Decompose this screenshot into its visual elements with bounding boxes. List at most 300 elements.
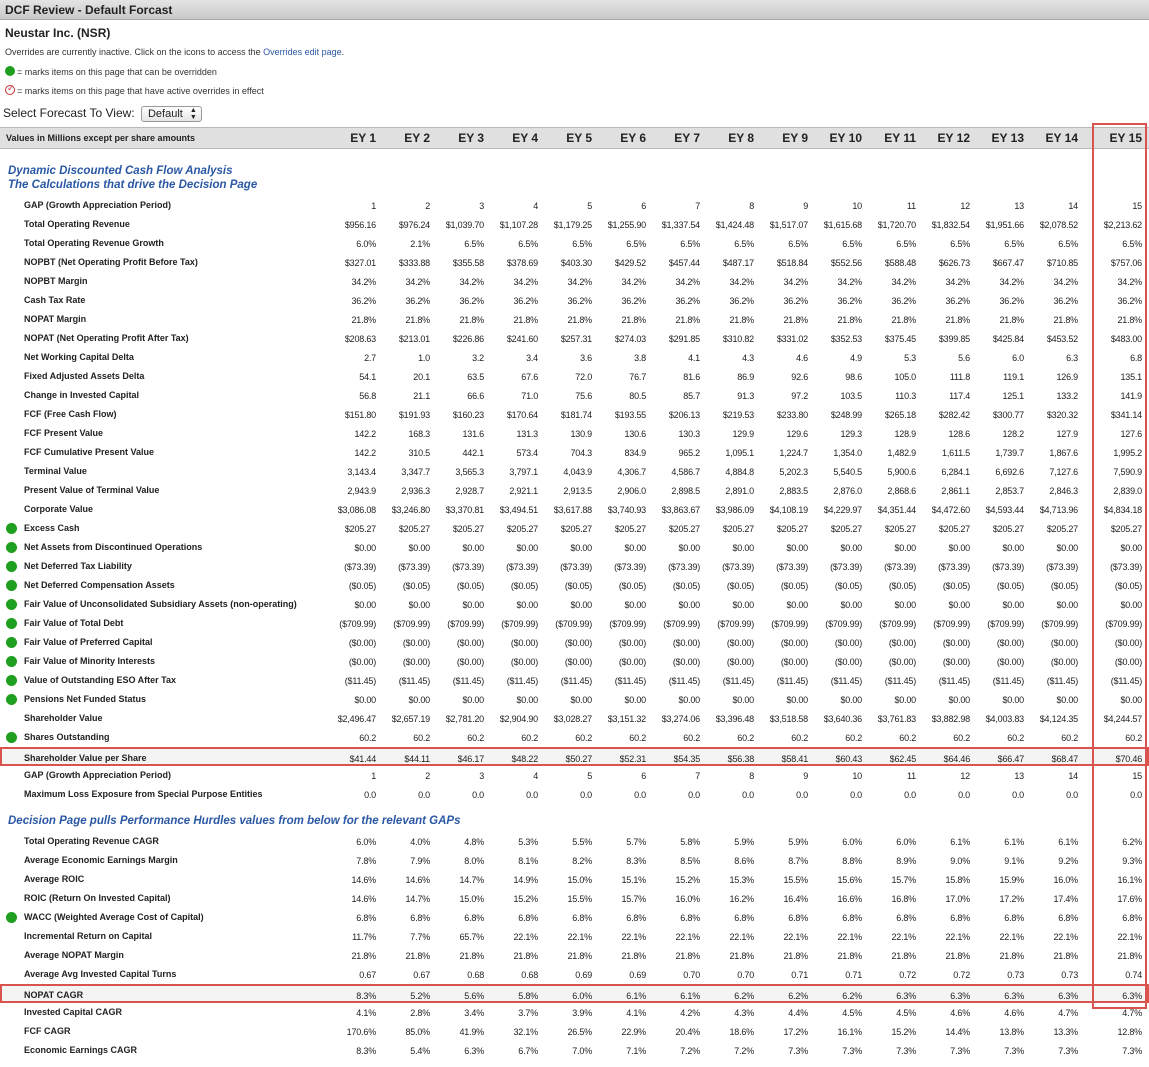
table-cell: 3 [479, 771, 484, 781]
table-cell: $205.27 [344, 524, 376, 534]
table-cell: 5.3% [518, 837, 538, 847]
row-label: Net Working Capital Delta [24, 352, 134, 362]
table-cell: 8 [749, 771, 754, 781]
table-cell: ($73.39) [1046, 562, 1078, 572]
row-label: Average NOPAT Margin [24, 950, 124, 960]
table-cell: 34.2% [729, 277, 754, 287]
table-cell: 0.0 [742, 790, 754, 800]
table-cell: 6.5% [464, 239, 484, 249]
table-cell: $425.84 [992, 334, 1024, 344]
table-cell: 6.5% [1004, 239, 1024, 249]
select-arrows-icon: ▲ ▼ [189, 107, 197, 121]
table-cell: 0.69 [575, 970, 592, 980]
table-cell: $4,244.57 [1103, 714, 1142, 724]
table-cell: 34.2% [459, 277, 484, 287]
table-cell: 2,936.3 [401, 486, 430, 496]
table-cell: 4.5% [842, 1008, 862, 1018]
column-header: EY 12 [937, 131, 970, 145]
table-cell: 6.8% [1122, 913, 1142, 923]
table-cell: 6.3% [1058, 991, 1078, 1001]
table-cell: 36.2% [1117, 296, 1142, 306]
table-cell: 20.4% [675, 1027, 700, 1037]
table-cell: $205.27 [830, 524, 862, 534]
table-cell: $1,832.54 [931, 220, 970, 230]
table-cell: 75.6 [575, 391, 592, 401]
table-cell: 111.8 [949, 372, 970, 382]
table-cell: 3.7% [518, 1008, 538, 1018]
table-cell: $3,151.32 [607, 714, 646, 724]
table-cell: 12 [960, 771, 970, 781]
table-row [0, 671, 1149, 690]
table-cell: ($709.99) [987, 619, 1024, 629]
table-cell: 26.5% [567, 1027, 592, 1037]
table-row [0, 443, 1149, 462]
table-cell: 4.9 [850, 353, 862, 363]
table-cell: 7.3% [1004, 1046, 1024, 1056]
override-dot-icon[interactable] [6, 656, 17, 667]
table-cell: 22.1% [891, 932, 916, 942]
table-cell: 6.5% [680, 239, 700, 249]
table-cell: $355.58 [452, 258, 484, 268]
table-cell: ($0.05) [888, 581, 916, 591]
section-title-dcf: Dynamic Discounted Cash Flow Analysis [8, 165, 233, 177]
column-header: EY 1 [350, 131, 376, 145]
override-dot-icon[interactable] [6, 580, 17, 591]
table-cell: 21.8% [405, 951, 430, 961]
table-cell: 6.5% [950, 239, 970, 249]
table-cell: $626.73 [938, 258, 970, 268]
table-cell: 3.2 [472, 353, 484, 363]
table-cell: 0.0 [1066, 790, 1078, 800]
table-cell: $2,781.20 [445, 714, 484, 724]
table-cell: $151.80 [344, 410, 376, 420]
table-cell: 21.8% [567, 951, 592, 961]
table-cell: $710.85 [1046, 258, 1078, 268]
override-dot-icon[interactable] [6, 599, 17, 610]
table-cell: $341.14 [1110, 410, 1142, 420]
forecast-select[interactable] [141, 106, 202, 122]
table-cell: 21.8% [351, 315, 376, 325]
table-cell: 21.8% [351, 951, 376, 961]
table-cell: 0.0 [958, 790, 970, 800]
table-cell: $0.00 [732, 543, 754, 553]
table-cell: 60.2 [899, 733, 916, 743]
table-cell: 2,913.5 [563, 486, 592, 496]
table-cell: 22.1% [945, 932, 970, 942]
table-cell: $205.27 [776, 524, 808, 534]
table-cell: $0.00 [1056, 543, 1078, 553]
table-cell: 126.9 [1056, 372, 1078, 382]
table-cell: 6.8 [1130, 353, 1142, 363]
column-header: EY 14 [1045, 131, 1078, 145]
override-dot-icon[interactable] [6, 912, 17, 923]
table-row [0, 1041, 1149, 1060]
table-cell: 5.8% [518, 991, 538, 1001]
table-cell: ($0.00) [348, 638, 376, 648]
table-cell: $1,424.48 [715, 220, 754, 230]
table-cell: $331.02 [776, 334, 808, 344]
overrides-note [5, 47, 344, 57]
table-cell: $248.99 [830, 410, 862, 420]
table-cell: $0.00 [948, 695, 970, 705]
table-cell: 56.8 [359, 391, 376, 401]
override-dot-icon[interactable] [6, 732, 17, 743]
table-cell: 1,482.9 [887, 448, 916, 458]
row-label: Pensions Net Funded Status [24, 694, 147, 704]
table-cell: $0.00 [732, 600, 754, 610]
table-cell: 41.9% [459, 1027, 484, 1037]
table-cell: 21.8% [1053, 951, 1078, 961]
table-cell: ($11.45) [1046, 676, 1078, 686]
override-dot-icon[interactable] [6, 675, 17, 686]
table-cell: $4,834.18 [1103, 505, 1142, 515]
table-cell: $378.69 [506, 258, 538, 268]
table-cell: 15 [1132, 771, 1142, 781]
table-cell: 6.8% [734, 913, 754, 923]
row-label: Shares Outstanding [24, 732, 110, 742]
table-cell: 15.0% [459, 894, 484, 904]
column-header: EY 15 [1109, 131, 1142, 145]
table-cell: 4.6% [950, 1008, 970, 1018]
table-row [0, 367, 1149, 386]
table-cell: 6 [641, 201, 646, 211]
table-cell: $205.27 [938, 524, 970, 534]
table-cell: 135.1 [1120, 372, 1142, 382]
table-cell: 21.8% [945, 951, 970, 961]
table-cell: $0.00 [354, 543, 376, 553]
column-header: EY 8 [728, 131, 754, 145]
table-cell: 0.0 [472, 790, 484, 800]
table-cell: 4.7% [1122, 1008, 1142, 1018]
table-cell: $205.27 [506, 524, 538, 534]
table-cell: 6,692.6 [995, 467, 1024, 477]
table-cell: ($709.99) [339, 619, 376, 629]
table-cell: ($0.05) [510, 581, 538, 591]
table-cell: 7,590.9 [1113, 467, 1142, 477]
table-cell: 22.1% [729, 932, 754, 942]
table-cell: ($709.99) [663, 619, 700, 629]
table-cell: 15.2% [891, 1027, 916, 1037]
table-cell: 6.8% [464, 913, 484, 923]
override-dot-icon[interactable] [6, 523, 17, 534]
table-cell: 4 [533, 201, 538, 211]
table-cell: ($0.00) [996, 638, 1024, 648]
table-cell: 12 [960, 201, 970, 211]
table-cell: 0.70 [683, 970, 700, 980]
table-cell: $205.27 [668, 524, 700, 534]
table-cell: ($11.45) [452, 676, 484, 686]
table-cell: 14 [1068, 771, 1078, 781]
table-cell: ($73.39) [560, 562, 592, 572]
table-cell: ($0.00) [510, 657, 538, 667]
table-cell: $0.00 [624, 600, 646, 610]
table-row [0, 595, 1149, 614]
table-cell: ($73.39) [1110, 562, 1142, 572]
overrides-text: Overrides are currently inactive. Click on the icons to access the [5, 47, 264, 57]
override-dot-icon[interactable] [6, 618, 17, 629]
table-cell: 36.2% [729, 296, 754, 306]
table-cell: $4,713.96 [1039, 505, 1078, 515]
table-cell: $4,593.44 [985, 505, 1024, 515]
table-cell: 21.8% [675, 951, 700, 961]
table-cell: 14.7% [405, 894, 430, 904]
row-label: Average ROIC [24, 874, 85, 884]
table-cell: 7 [695, 201, 700, 211]
table-cell: $453.52 [1046, 334, 1078, 344]
table-cell: $0.00 [786, 600, 808, 610]
table-cell: 4.2% [680, 1008, 700, 1018]
table-cell: 442.1 [462, 448, 484, 458]
table-cell: 6.8% [950, 913, 970, 923]
row-label: Fair Value of Minority Interests [24, 656, 156, 666]
row-label: Fair Value of Preferred Capital [24, 637, 153, 647]
table-cell: $552.56 [830, 258, 862, 268]
table-cell: $282.42 [938, 410, 970, 420]
table-cell: 2,921.1 [509, 486, 538, 496]
table-cell: 22.1% [1053, 932, 1078, 942]
table-cell: ($0.05) [1050, 581, 1078, 591]
table-cell: $68.47 [1051, 754, 1078, 764]
table-cell: 13 [1014, 201, 1024, 211]
table-cell: 9.2% [1058, 856, 1078, 866]
table-cell: 2,853.7 [995, 486, 1024, 496]
table-cell: 22.1% [675, 932, 700, 942]
row-label: FCF CAGR [24, 1026, 71, 1036]
table-cell: ($0.00) [564, 638, 592, 648]
table-cell: 34.2% [567, 277, 592, 287]
table-cell: 7.3% [842, 1046, 862, 1056]
table-row [0, 785, 1149, 804]
table-cell: 34.2% [891, 277, 916, 287]
table-cell: 3.6 [580, 353, 592, 363]
row-label: Fixed Adjusted Assets Delta [24, 371, 145, 381]
override-dot-icon[interactable] [6, 694, 17, 705]
table-row [0, 196, 1149, 215]
table-cell: ($0.00) [888, 657, 916, 667]
table-cell: $60.43 [835, 754, 862, 764]
table-cell: $3,518.58 [769, 714, 808, 724]
table-cell: $4,003.83 [985, 714, 1024, 724]
table-cell: ($0.00) [402, 638, 430, 648]
table-cell: $667.47 [992, 258, 1024, 268]
table-cell: 6.1% [1004, 837, 1024, 847]
table-cell: 15.0% [567, 875, 592, 885]
table-cell: 0.69 [629, 970, 646, 980]
table-cell: $310.82 [722, 334, 754, 344]
table-cell: 21.8% [891, 315, 916, 325]
table-row [0, 652, 1149, 671]
table-cell: 128.6 [948, 429, 970, 439]
table-cell: 8.1% [518, 856, 538, 866]
row-label: Fair Value of Unconsolidated Subsidiary Assets (non-operating) [24, 599, 297, 609]
table-row [0, 690, 1149, 709]
table-cell: 127.9 [1056, 429, 1078, 439]
table-cell: 130.3 [678, 429, 700, 439]
override-dot-icon[interactable] [6, 542, 17, 553]
table-cell: ($73.39) [776, 562, 808, 572]
table-cell: ($11.45) [398, 676, 430, 686]
table-cell: $0.00 [1002, 695, 1024, 705]
table-cell: ($0.05) [456, 581, 484, 591]
table-cell: 130.9 [570, 429, 592, 439]
table-cell: ($0.05) [402, 581, 430, 591]
table-cell: ($0.00) [618, 657, 646, 667]
table-cell: $3,640.36 [823, 714, 862, 724]
table-cell: 67.6 [521, 372, 538, 382]
green-legend-text: = marks items on this page that can be overridden [17, 67, 217, 77]
row-label: Shareholder Value per Share [24, 753, 147, 763]
table-cell: ($709.99) [501, 619, 538, 629]
forecast-select-value: Default [147, 108, 183, 120]
table-cell: 0.0 [418, 790, 430, 800]
table-cell: 60.2 [1061, 733, 1078, 743]
table-cell: 0.73 [1007, 970, 1024, 980]
table-cell: 6.5% [572, 239, 592, 249]
table-cell: 76.7 [629, 372, 646, 382]
row-label: WACC (Weighted Average Cost of Capital) [24, 912, 204, 922]
table-cell: $0.00 [516, 695, 538, 705]
table-cell: $0.00 [894, 695, 916, 705]
table-cell: 54.1 [359, 372, 376, 382]
table-cell: 8.5% [680, 856, 700, 866]
table-cell: 6.1% [950, 837, 970, 847]
forecast-selector [3, 106, 202, 122]
table-cell: $588.48 [884, 258, 916, 268]
table-cell: 60.2 [521, 733, 538, 743]
table-cell: 6.5% [1058, 239, 1078, 249]
table-cell: $0.00 [462, 543, 484, 553]
override-dot-icon[interactable] [6, 561, 17, 572]
table-cell: 4,043.9 [563, 467, 592, 477]
table-cell: $233.80 [776, 410, 808, 420]
column-header: EY 6 [620, 131, 646, 145]
table-cell: 15.5% [567, 894, 592, 904]
table-cell: $0.00 [678, 600, 700, 610]
table-row [0, 1022, 1149, 1041]
table-cell: $4,351.44 [877, 505, 916, 515]
table-cell: 0.71 [845, 970, 862, 980]
table-cell: 9.0% [950, 856, 970, 866]
table-cell: $3,086.08 [337, 505, 376, 515]
row-label: NOPBT (Net Operating Profit Before Tax) [24, 257, 198, 267]
table-cell: 16.1% [1117, 875, 1142, 885]
table-cell: 6.0% [572, 991, 592, 1001]
table-cell: 2,891.0 [725, 486, 754, 496]
table-cell: 5.6 [958, 353, 970, 363]
row-label: Economic Earnings CAGR [24, 1045, 138, 1055]
column-header: EY 5 [566, 131, 592, 145]
table-cell: 5.2% [410, 991, 430, 1001]
table-cell: ($73.39) [992, 562, 1024, 572]
table-cell: 32.1% [513, 1027, 538, 1037]
table-row [0, 832, 1149, 851]
table-cell: 0.74 [1125, 970, 1142, 980]
table-cell: 704.3 [570, 448, 592, 458]
table-cell: 1,739.7 [995, 448, 1024, 458]
table-cell: 6.2% [788, 991, 808, 1001]
table-cell: $58.41 [781, 754, 808, 764]
table-cell: 21.8% [1117, 315, 1142, 325]
table-cell: ($0.00) [996, 657, 1024, 667]
table-cell: 80.5 [629, 391, 646, 401]
table-cell: 21.8% [837, 315, 862, 325]
table-cell: 5.6% [464, 991, 484, 1001]
table-cell: 0.71 [791, 970, 808, 980]
table-row [0, 633, 1149, 652]
table-cell: 6.5% [626, 239, 646, 249]
row-label: FCF Present Value [24, 428, 104, 438]
table-row [0, 908, 1149, 927]
table-cell: 15.1% [621, 875, 646, 885]
table-cell: ($11.45) [722, 676, 754, 686]
table-cell: 7,127.6 [1049, 467, 1078, 477]
table-cell: 36.2% [783, 296, 808, 306]
table-cell: $257.31 [560, 334, 592, 344]
table-cell: ($709.99) [393, 619, 430, 629]
table-cell: ($0.00) [1114, 638, 1142, 648]
table-cell: $205.27 [1046, 524, 1078, 534]
row-label: Fair Value of Total Debt [24, 618, 124, 628]
table-cell: $3,246.80 [391, 505, 430, 515]
table-cell: 5 [587, 201, 592, 211]
table-row [0, 215, 1149, 234]
table-cell: 8.9% [896, 856, 916, 866]
table-cell: 3,143.4 [347, 467, 376, 477]
table-cell: 2,883.5 [779, 486, 808, 496]
column-header: EY 11 [884, 131, 916, 145]
table-cell: 71.0 [521, 391, 538, 401]
table-cell: 60.2 [683, 733, 700, 743]
table-cell: ($0.00) [942, 638, 970, 648]
table-cell: $4,124.35 [1039, 714, 1078, 724]
table-cell: 7.3% [788, 1046, 808, 1056]
table-cell: $457.44 [668, 258, 700, 268]
override-dot-icon[interactable] [6, 637, 17, 648]
table-cell: $333.88 [398, 258, 430, 268]
table-cell: ($11.45) [776, 676, 808, 686]
table-cell: ($0.00) [672, 638, 700, 648]
table-cell: 105.0 [894, 372, 916, 382]
table-row [0, 500, 1149, 519]
table-cell: 17.6% [1117, 894, 1142, 904]
table-cell: 142.2 [354, 448, 376, 458]
table-cell: 17.2% [999, 894, 1024, 904]
row-label: Maximum Loss Exposure from Special Purpose Entities [24, 789, 263, 799]
table-cell: ($0.00) [672, 657, 700, 667]
table-cell: 2,868.6 [887, 486, 916, 496]
table-cell: 4.1% [356, 1008, 376, 1018]
table-cell: 17.0% [945, 894, 970, 904]
table-cell: 5.9% [788, 837, 808, 847]
table-cell: 7.8% [356, 856, 376, 866]
table-cell: $0.00 [1056, 600, 1078, 610]
table-cell: ($0.05) [1114, 581, 1142, 591]
table-cell: $291.85 [668, 334, 700, 344]
table-cell: 21.8% [459, 315, 484, 325]
table-cell: 91.3 [737, 391, 754, 401]
overrides-edit-link[interactable]: Overrides edit page [263, 47, 342, 57]
table-cell: 12.8% [1117, 1027, 1142, 1037]
table-cell: 4.1 [688, 353, 700, 363]
table-cell: 10 [852, 201, 862, 211]
table-cell: 1,995.2 [1113, 448, 1142, 458]
table-cell: ($0.05) [348, 581, 376, 591]
table-cell: 2 [425, 201, 430, 211]
table-cell: 1,867.6 [1049, 448, 1078, 458]
table-cell: 21.8% [729, 315, 754, 325]
table-cell: 14.6% [351, 894, 376, 904]
green-dot-icon [5, 66, 15, 76]
